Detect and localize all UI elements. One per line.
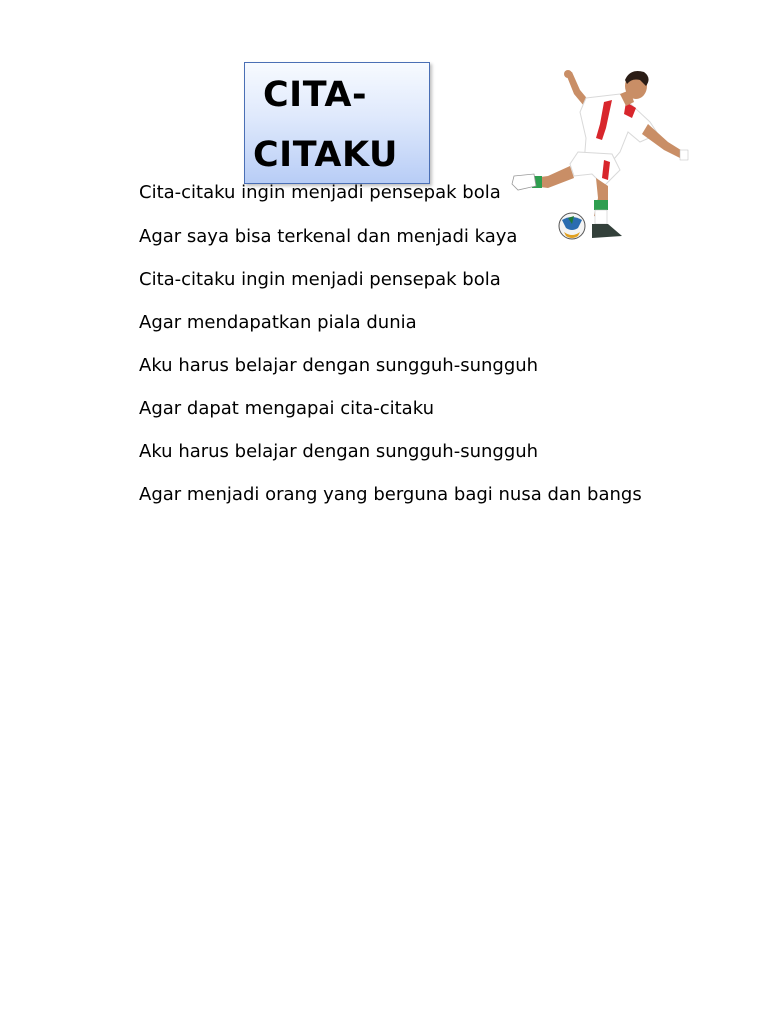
poem-line: Agar menjadi orang yang berguna bagi nusa dan bangs (139, 484, 642, 505)
player-arm-front (642, 124, 684, 158)
soccer-player-kicking-icon (508, 68, 698, 244)
player-boot-standing (592, 224, 622, 238)
title-line-2: CITAKU (253, 135, 398, 175)
poem-line: Agar saya bisa terkenal dan menjadi kaya (139, 226, 518, 247)
poem-line: Agar mendapatkan piala dunia (139, 312, 417, 333)
poem-line: Cita-citaku ingin menjadi pensepak bola (139, 269, 501, 290)
title-line-1: CITA- (263, 75, 367, 115)
player-sock-standing (594, 200, 608, 210)
player-hand (564, 70, 572, 78)
player-sock-white (595, 210, 607, 224)
player-shorts (570, 152, 620, 186)
poem-line: Aku harus belajar dengan sungguh-sungguh (139, 441, 539, 462)
poem-line: Aku harus belajar dengan sungguh-sungguh (139, 355, 539, 376)
poem-line: Cita-citaku ingin menjadi pensepak bola (139, 182, 501, 203)
poem-line: Agar dapat mengapai cita-citaku (139, 398, 434, 419)
player-wristband (680, 150, 688, 160)
